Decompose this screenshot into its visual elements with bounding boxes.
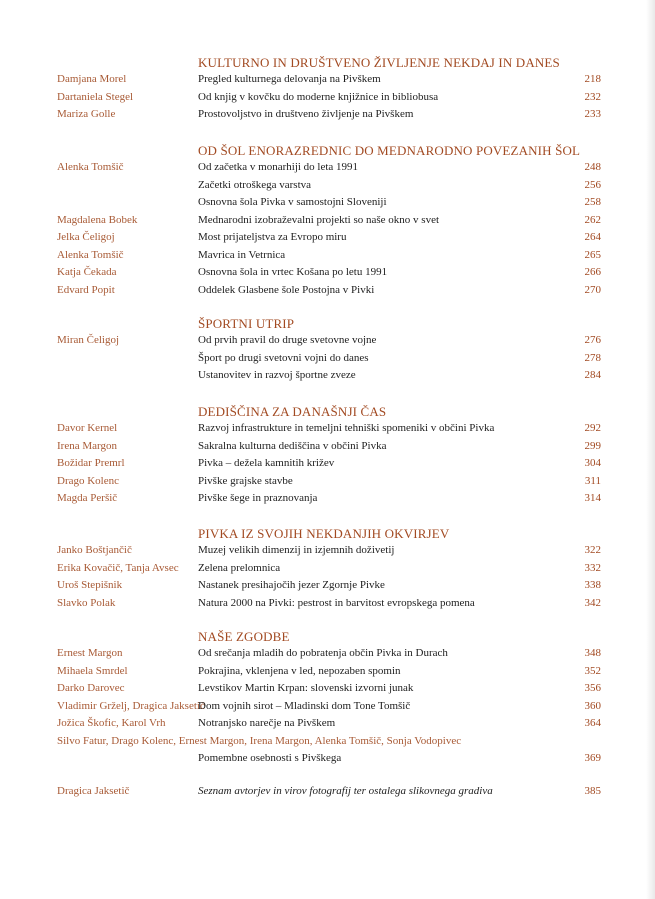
entry-page-number: 265	[584, 248, 601, 261]
entry-page-number: 256	[584, 178, 601, 191]
entry-page-number: 311	[584, 474, 601, 487]
entry-title: Levstikov Martin Krpan: slovenski izvorni junak	[198, 682, 414, 694]
entry-page-number: 218	[584, 73, 601, 85]
entry-author: Jelka Čeligoj	[57, 231, 115, 243]
entry-title: Od srečanja mladih do pobratenja občin Pivka in Durach	[198, 647, 448, 659]
section-heading: OD ŠOL ENORAZREDNIC DO MEDNARODNO POVEZANIH ŠOL	[198, 143, 581, 158]
entry-title: Šport po drugi svetovni vojni do danes	[198, 351, 369, 364]
entry-author: Janko Boštjančič	[57, 544, 132, 556]
entry-page-number: 338	[584, 579, 601, 591]
entry-page-number: 292	[584, 422, 601, 434]
section-heading: NAŠE ZGODBE	[198, 629, 290, 644]
entry-page-number: 270	[584, 283, 601, 296]
entry-author: Ernest Margon	[57, 647, 123, 659]
entry-title: Notranjsko narečje na Pivškem	[198, 717, 336, 729]
entry-author: Vladimir Grželj, Dragica Jaksetič	[57, 699, 205, 712]
section-heading: PIVKA IZ SVOJIH NEKDANJIH OKVIRJEV	[198, 526, 450, 541]
entry-page-number: 356	[584, 682, 601, 694]
entry-author: Katja Čekada	[57, 266, 117, 278]
entry-author: Uroš Stepišnik	[57, 579, 123, 591]
entry-title: Pivške šege in praznovanja	[198, 492, 318, 504]
entry-page-number: 276	[584, 334, 601, 346]
entry-author: Božidar Premrl	[57, 457, 125, 469]
entry-author: Dartaniela Stegel	[57, 90, 134, 103]
entry-page-number: 264	[584, 231, 601, 243]
entry-title: Oddelek Glasbene šole Postojna v Pivki	[198, 283, 375, 296]
entry-author: Drago Kolenc	[57, 474, 120, 487]
entry-title: Osnovna šola Pivka v samostojni Sloveniji	[198, 196, 387, 208]
entry-title: Nastanek presihajočih jezer Zgornje Pivke	[198, 579, 385, 591]
entry-author: Silvo Fatur, Drago Kolenc, Ernest Margon, Irena Margon, Alenka Tomšič, Sonja Vodopivec	[57, 734, 462, 747]
entry-author: Slavko Polak	[57, 596, 116, 609]
entry-page-number: 342	[584, 596, 601, 609]
page-edge-shadow	[646, 0, 655, 899]
entry-page-number: 284	[584, 369, 601, 381]
entry-page-number: 332	[584, 561, 601, 574]
entry-page-number: 299	[584, 439, 601, 452]
entry-page-number: 262	[584, 213, 601, 226]
entry-author: Darko Darovec	[57, 682, 125, 694]
entry-title: Od prvih pravil do druge svetovne vojne	[198, 334, 377, 346]
section-heading: KULTURNO IN DRUŠTVENO ŽIVLJENJE NEKDAJ IN DANES	[198, 55, 560, 70]
closing-title: Seznam avtorjev in virov fotografij ter ostalega slikovnega gradiva	[198, 785, 493, 797]
entry-title: Pomembne osebnosti s Pivškega	[198, 752, 342, 764]
entry-author: Alenka Tomšič	[57, 161, 124, 173]
entry-author: Alenka Tomšič	[57, 248, 124, 261]
entry-page-number: 248	[584, 161, 601, 173]
entry-title: Osnovna šola in vrtec Košana po letu 1991	[198, 266, 388, 278]
entry-author: Miran Čeligoj	[57, 334, 120, 346]
entry-page-number: 369	[584, 752, 601, 764]
entry-page-number: 266	[584, 266, 601, 278]
entry-title: Ustanovitev in razvoj športne zveze	[198, 369, 356, 381]
entry-author: Davor Kernel	[57, 422, 118, 434]
entry-author: Damjana Morel	[57, 73, 127, 85]
section-heading: ŠPORTNI UTRIP	[198, 316, 295, 331]
entry-page-number: 364	[584, 717, 601, 729]
closing-page-number: 385	[584, 785, 601, 797]
entry-title: Zelena prelomnica	[198, 561, 281, 574]
entry-author: Mariza Golle	[57, 108, 116, 120]
entry-title: Sakralna kulturna dediščina v občini Pivka	[198, 439, 387, 452]
entry-title: Natura 2000 na Pivki: pestrost in barvitost evropskega pomena	[198, 596, 475, 609]
entry-page-number: 258	[584, 196, 601, 208]
entry-page-number: 352	[584, 664, 601, 677]
entry-title: Pivške grajske stavbe	[198, 474, 293, 487]
entry-author: Mihaela Smrdel	[57, 664, 128, 677]
entry-author: Jožica Škofic, Karol Vrh	[57, 717, 166, 729]
entry-title: Začetki otroškega varstva	[198, 178, 312, 191]
entry-page-number: 232	[584, 90, 601, 103]
closing-author: Dragica Jaksetič	[57, 785, 130, 797]
entry-title: Most prijateljstva za Evropo miru	[198, 231, 347, 243]
entry-page-number: 348	[584, 647, 601, 659]
entry-title: Razvoj infrastrukture in temeljni tehniški spomeniki v občini Pivka	[198, 422, 495, 434]
entry-title: Pivka – dežela kamnitih križev	[198, 457, 335, 469]
section-heading: DEDIŠČINA ZA DANAŠNJI ČAS	[198, 404, 387, 419]
entry-page-number: 322	[584, 544, 601, 556]
entry-author: Magda Peršič	[57, 492, 118, 504]
entry-page-number: 360	[584, 699, 601, 712]
entry-page-number: 233	[584, 108, 601, 120]
entry-title: Dom vojnih sirot – Mladinski dom Tone Tomšič	[198, 699, 411, 712]
entry-page-number: 278	[584, 351, 601, 364]
entry-title: Mavrica in Vetrnica	[198, 248, 286, 261]
entry-author: Magdalena Bobek	[57, 213, 138, 226]
entry-page-number: 314	[584, 492, 601, 504]
entry-title: Od knjig v kovčku do moderne knjižnice in bibliobusa	[198, 90, 439, 103]
entry-author: Erika Kovačič, Tanja Avsec	[57, 561, 179, 574]
entry-title: Prostovoljstvo in društveno življenje na Pivškem	[198, 108, 414, 120]
entry-title: Mednarodni izobraževalni projekti so naše okno v svet	[198, 213, 440, 226]
entry-page-number: 304	[584, 457, 601, 469]
entry-title: Od začetka v monarhiji do leta 1991	[198, 161, 359, 173]
entry-title: Pokrajina, vklenjena v led, nepozaben spomin	[198, 664, 401, 677]
entry-title: Pregled kulturnega delovanja na Pivškem	[198, 73, 381, 85]
entry-title: Muzej velikih dimenzij in izjemnih doživetij	[198, 544, 395, 556]
entry-author: Edvard Popit	[57, 283, 115, 296]
entry-author: Irena Margon	[57, 439, 117, 452]
